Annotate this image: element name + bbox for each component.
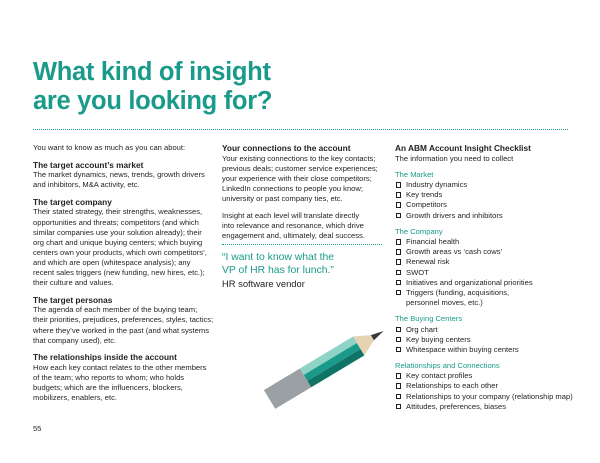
section-text-line: where they’ve worked in the past (and what systems (33, 325, 210, 335)
section-text-line: Insight at each level will translate directly (222, 210, 360, 220)
page-title-line-1: What kind of insight (33, 58, 271, 86)
checklist-buying-centers (395, 325, 573, 355)
section-divider (33, 129, 568, 130)
pencil-tip-lead (371, 328, 385, 340)
checklist-relationships (395, 371, 573, 411)
section-text-line: of the team; who reports to whom; who holds (33, 372, 185, 382)
checklist-item: Relationships to each other (395, 381, 573, 391)
quote-attribution: HR software vendor (222, 278, 305, 289)
checklist-item: Key trends (395, 190, 573, 200)
checklist-item: SWOT (395, 268, 573, 278)
pencil-illustration (262, 320, 392, 410)
page-title-line-2: are you looking for? (33, 87, 273, 115)
checklist-item: Competitors (395, 200, 573, 210)
checklist-item: Industry dynamics (395, 180, 573, 190)
section-heading-company: The target company (33, 196, 112, 207)
section-text-line: similar companies use your solution already); their (33, 227, 202, 237)
section-text-line: and inhibitors, M&A activity, etc. (33, 180, 140, 190)
section-text-line: into relevance and resonance, which drive (222, 220, 364, 230)
section-text-line: opportunities and threats; competitors (and which (33, 217, 199, 227)
section-text-line: your experience with their close competitors; (222, 173, 372, 183)
section-text-line: and which are open (whitespace analysis); any (33, 257, 191, 267)
checklist-item: Attitudes, preferences, biases (395, 402, 573, 412)
section-text-line: org chart and unique buying centers; which buying (33, 237, 203, 247)
checklist-item: Whitespace within buying centers (395, 345, 573, 355)
checklist-group-relationships: Relationships and Connections (395, 361, 500, 371)
checklist-heading: An ABM Account Insight Checklist (395, 143, 531, 153)
checklist-company (395, 237, 573, 308)
checklist-item (395, 288, 573, 308)
checklist-group-buying-centers: The Buying Centers (395, 314, 463, 324)
section-text-line: recent sales triggers (new funding, new hires, etc.); (33, 268, 205, 278)
checklist-group-company: The Company (395, 227, 443, 237)
section-heading-market: The target account’s market (33, 159, 144, 170)
checklist-item: Renewal risk (395, 257, 573, 267)
section-text-line: university or past company ties, etc. (222, 193, 343, 203)
checklist-item: Financial health (395, 237, 573, 247)
section-text-line: LinkedIn connections to people you know; (222, 183, 364, 193)
section-heading-personas: The target personas (33, 294, 113, 305)
section-text-line: that company used), etc. (33, 335, 117, 345)
checklist-item: Relationships to your company (relationship map) (395, 392, 573, 402)
checklist-item: Key contact profiles (395, 371, 573, 381)
section-text-line: their culture and values. (33, 278, 114, 288)
section-heading-relationships: The relationships inside the account (33, 352, 177, 363)
column-target-insight (33, 143, 219, 403)
checklist-item: Org chart (395, 325, 573, 335)
pull-quote-line-1: “I want to know what the (222, 252, 335, 263)
section-text-line: How each key contact relates to the other members (33, 362, 207, 372)
checklist-item: Key buying centers (395, 335, 573, 345)
checklist-item: Initiatives and organizational priorities (395, 278, 573, 288)
pull-quote (222, 251, 387, 277)
section-text-line: previous deals; customer service experiences; (222, 163, 378, 173)
section-text-line: The agenda of each member of the buying team; (33, 305, 198, 315)
checklist-group-market: The Market (395, 170, 434, 180)
section-text-line: budgets; which are the influencers, blockers, (33, 382, 183, 392)
column-connections (222, 143, 380, 241)
checklist-item-text: Triggers (funding, acquisitions, (406, 287, 510, 297)
section-text-line: Your existing connections to the key contacts; (222, 153, 376, 163)
section-text-line: Their stated strategy, their strengths, weaknesses, (33, 207, 203, 217)
checklist-item-continuation: personnel moves, etc.) (406, 297, 483, 307)
quote-divider (222, 244, 382, 245)
column-checklist (395, 143, 573, 412)
section-text-line: mobilizers, enablers, etc. (33, 393, 117, 403)
checklist-item: Growth areas vs ‘cash cows’ (395, 247, 573, 257)
section-heading-connections: Your connections to the account (222, 143, 351, 153)
column-intro: You want to know as much as you can about: (33, 143, 186, 152)
page-number: 55 (33, 424, 42, 433)
section-text-line: their priorities, prejudices, preferences, styles, tactics; (33, 315, 214, 325)
checklist-item: Growth drivers and inhibitors (395, 211, 573, 221)
pull-quote-line-2: VP of HR has for lunch.” (222, 265, 334, 276)
section-text-line: engagement and, ultimately, deal success. (222, 230, 365, 240)
section-text-line: The market dynamics, news, trends, growth drivers (33, 170, 205, 180)
section-text-line: centers own your products, which own competitors’, (33, 247, 207, 257)
checklist-market (395, 180, 573, 220)
page-title (33, 58, 272, 116)
checklist-intro: The information you need to collect (395, 153, 514, 163)
